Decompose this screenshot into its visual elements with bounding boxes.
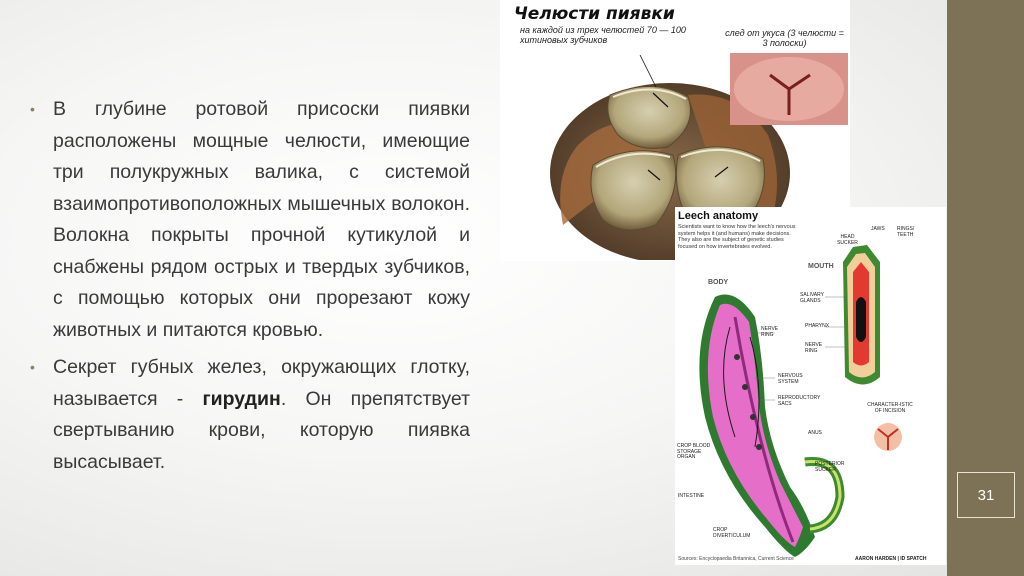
anatomy-figure <box>675 207 946 565</box>
label-incision: CHARACTER-ISTIC OF INCISION <box>867 402 913 414</box>
anatomy-illustration <box>675 207 946 565</box>
anatomy-description: Scientists want to know how the leech's nervous system helps it (and humans) make decisions. They also are the subject of genetic studies focused on how invertebrates evolved. <box>678 224 796 250</box>
label-rings-teeth: RINGS/ TEETH <box>897 226 915 238</box>
anatomy-credit: AARON HARDEN | ID SPATCH <box>855 556 927 562</box>
anatomy-mouth-label: MOUTH <box>808 263 834 270</box>
label-head-sucker: HEAD SUCKER <box>837 234 858 246</box>
bullet-text: В глубине ротовой присоски пиявки расположены мощные челюсти, имеющие три полукружных валика, с системой взаимопротивоположных мышечных волокон. Волокна покрыты прочной кутикулой и снабжены рядом острых и твердых зубчиков, с помощью которых они прорезают кожу животных и питаются кровью. <box>53 98 470 341</box>
label-crop: CROP BLOOD STORAGE ORGAN <box>677 443 711 460</box>
bullet-icon: • <box>30 359 35 375</box>
label-intestine: INTESTINE <box>678 493 705 499</box>
bullet-text-after: . Он препятствует свертыванию крови, которую пиявка высасывает. <box>53 387 470 473</box>
bullet-icon: • <box>30 101 35 117</box>
label-anus: ANUS <box>808 430 822 436</box>
label-nervous-system: NERVOUS SYSTEM <box>778 373 803 385</box>
label-reproductory-sacs: REPRODUCTORY SACS <box>778 395 821 407</box>
jaws-title: Челюсти пиявки <box>514 4 675 24</box>
jaws-note-bite: след от укуса (3 челюсти = 3 полоски) <box>725 28 844 48</box>
bullet-item <box>30 94 470 346</box>
anatomy-sources: Sources: Encyclopaedia Britannica, Current Science <box>678 556 794 562</box>
label-salivary-glands: SALIVARY GLANDS <box>800 292 824 304</box>
label-nerve-ring-mouth: NERVE RING <box>805 342 823 354</box>
anatomy-title: Leech anatomy <box>678 210 759 222</box>
label-posterior-sucker: POSTERIOR SUCKER <box>815 461 845 473</box>
bullet-item <box>30 352 470 478</box>
bite-mark-photo <box>730 53 848 125</box>
page-number <box>957 472 1015 518</box>
label-nerve-ring-body: NERVE RING <box>761 326 779 338</box>
label-jaws: JAWS <box>871 226 885 232</box>
anatomy-body-label: BODY <box>708 279 729 286</box>
bullet-bold-term: гирудин <box>202 387 281 410</box>
jaws-note-teeth: на каждой из трех челюстей 70 — 100 хитиновых зубчиков <box>520 25 686 45</box>
label-crop-diverticulum: CROP DIVERTICULUM <box>713 527 751 539</box>
page-number-text: 31 <box>977 486 995 504</box>
text-content <box>30 94 470 478</box>
bullet-text-before: Секрет губных желез, окружающих глотку, называется - <box>53 356 470 410</box>
label-pharynx: PHARYNX <box>805 323 830 329</box>
